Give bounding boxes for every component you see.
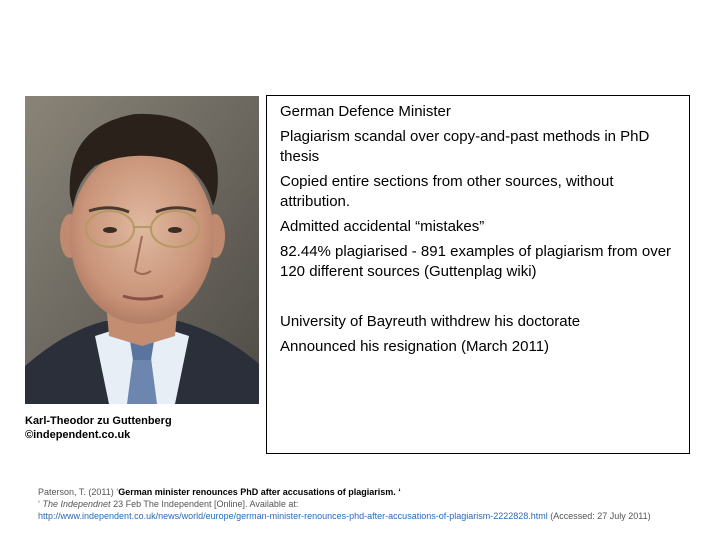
fact-item: University of Bayreuth withdrew his doctorate	[280, 313, 581, 330]
reference-publication: The Independnet	[42, 499, 111, 509]
fact-item: 82.44% plagiarised - 891 examples of plagiarism from over 120 different sources (Guttenplag wiki)	[280, 243, 672, 280]
fact-item: Copied entire sections from other sources, without attribution.	[280, 173, 614, 210]
fact-item: German Defence Minister	[280, 103, 451, 120]
photo-caption	[25, 414, 172, 442]
reference-prefix: ‘	[38, 499, 43, 509]
reference-accessed: (Accessed: 27 July 2011)	[547, 511, 651, 521]
fact-item: Admitted accidental “mistakes”	[280, 218, 485, 235]
reference-title: German minister renounces PhD after accusations of plagiarism. ‘	[118, 487, 401, 497]
portrait-illustration	[25, 96, 259, 404]
reference-line-3	[38, 510, 718, 522]
reference-line-2	[38, 498, 718, 510]
reference-line-1	[38, 486, 718, 498]
facts-text-box	[266, 95, 690, 454]
reference-url-link[interactable]: http://www.independent.co.uk/news/world/europe/german-minister-renounces-phd-after-accusations-of-plagiarism-2222828.html	[38, 511, 548, 521]
portrait-photo	[25, 96, 259, 404]
reference-author: Paterson, T. (2011) ‘	[38, 487, 119, 497]
fact-item: Announced his resignation (March 2011)	[280, 338, 550, 355]
spacer	[280, 287, 679, 312]
fact-item: Plagiarism scandal over copy-and-past methods in PhD thesis	[280, 128, 650, 165]
caption-credit: ©independent.co.uk	[25, 429, 131, 441]
reference-details: 23 Feb The Independent [Online]. Available at:	[110, 499, 299, 509]
reference-citation	[38, 486, 718, 522]
caption-name: Karl-Theodor zu Guttenberg	[25, 415, 172, 427]
